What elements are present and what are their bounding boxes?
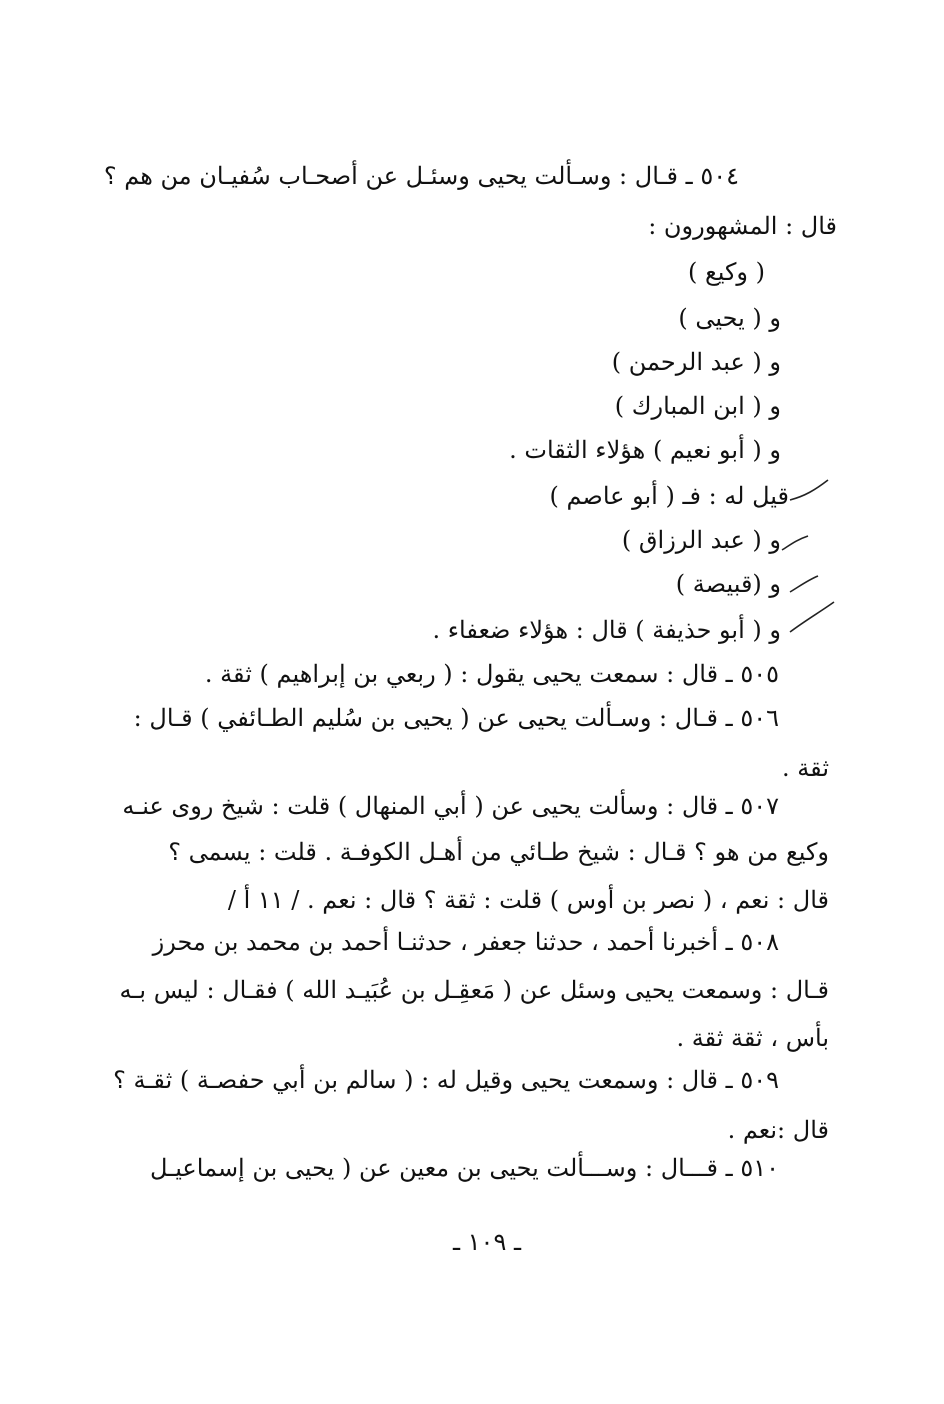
text-line-yahya: و ( يحيى ): [678, 304, 781, 332]
text-line-506-cont: ثقة .: [782, 754, 829, 782]
text-line-509: ٥٠٩ ـ قال : وسمعت يحيى وقيل له : ( سالم بن أبي حفصـة ) ثقـة ؟: [113, 1066, 779, 1094]
text-line-abu-asim: قيل له : فـ ( أبو عاصم ): [549, 482, 789, 510]
text-line-505: ٥٠٥ ـ قال : سمعت يحيى يقول : ( ربعي بن إبراهيم ) ثقة .: [204, 660, 779, 688]
check-mark-abu-asim: [790, 480, 828, 500]
text-line-507: ٥٠٧ ـ قال : وسألت يحيى عن ( أبي المنهال ) قلت : شيخ روى عنـه: [122, 792, 779, 820]
text-line-abd-al-razzaq: و ( عبد الرزاق ): [621, 526, 781, 554]
text-line-508-cont-1: قـال : وسمعت يحيى وسئل عن ( مَعقِـل بن عُبَيـد الله ) فقـال : ليس بـه: [119, 976, 829, 1004]
text-line-abu-nuaim: و ( أبو نعيم ) هؤلاء الثقات .: [509, 436, 781, 464]
check-mark-abu-hudhayfa: [790, 602, 834, 632]
check-mark-abd-al-razzaq: [782, 536, 808, 550]
text-line-506: ٥٠٦ ـ قـال : وسـألت يحيى عن ( يحيى بن سُليم الطـائفي ) قـال :: [133, 704, 779, 732]
text-line-508: ٥٠٨ ـ أخبرنا أحمد ، حدثنا جعفر ، حدثنـا أحمد بن محمد بن محرز: [152, 928, 779, 956]
text-line-509-cont: قال :نعم .: [727, 1116, 829, 1144]
text-line-504: ٥٠٤ ـ قـال : وسـألت يحيى وسئـل عن أصحـاب سُفيـان من هم ؟: [103, 162, 739, 190]
text-line-510: ٥١٠ ـ قـــال : وســـألت يحيى بن معين عن ( يحيى بن إسماعيـل: [149, 1154, 779, 1182]
text-line-507-cont-2: قال : نعم ، ( نصر بن أوس ) قلت : ثقة ؟ قال : نعم . / ١١ أ /: [227, 886, 829, 914]
check-mark-qabisa: [790, 576, 818, 592]
text-line-abd-al-rahman: و ( عبد الرحمن ): [611, 348, 781, 376]
text-line-qabisa: و (قبيصة ): [675, 570, 781, 598]
text-line-abu-hudhayfa: و ( أبو حذيفة ) قال : هؤلاء ضعفاء .: [432, 616, 781, 644]
text-line-ibn-al-mubarak: و ( ابن المبارك ): [614, 392, 781, 420]
text-line-waki: ( وكيع ): [687, 258, 765, 286]
text-line-508-cont-2: بأس ، ثقة ثقة .: [676, 1024, 829, 1052]
text-line-answer-mashhurun: قال : المشهورون :: [648, 212, 837, 240]
page-number: ـ ١٠٩ ـ: [452, 1228, 521, 1256]
text-line-507-cont-1: وكيع من هو ؟ قـال : شيخ طـائي من أهـل الكوفـة . قلت : يسمى ؟: [168, 838, 829, 866]
